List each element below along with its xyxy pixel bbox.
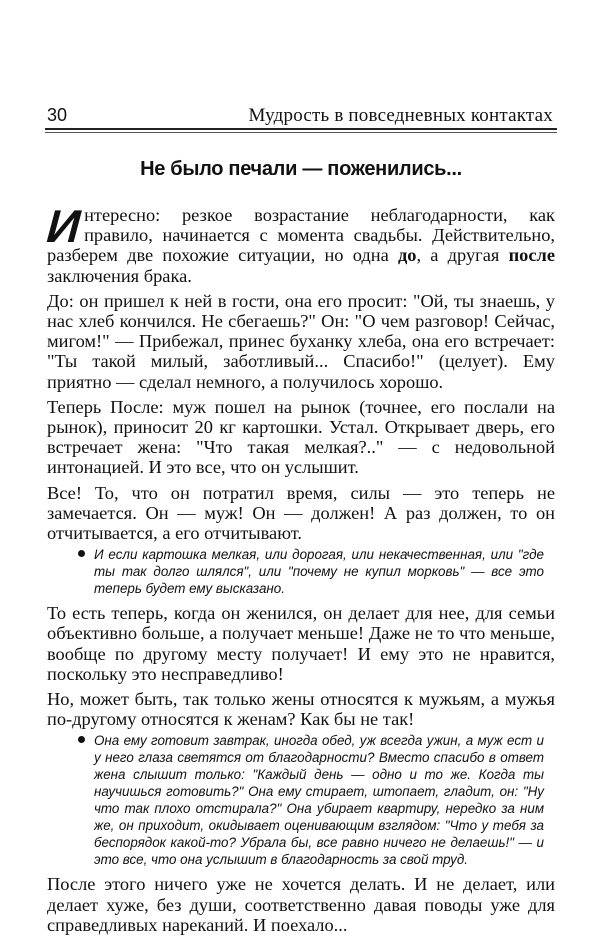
bullet-note-2 [94,732,544,868]
bullet-note-1 [94,546,544,597]
page-number: 30 [47,105,68,125]
paragraph-question: Но, может быть, так только жены относятся к мужьям, а мужья по-другому относятся к женам? Как бы не так! [47,689,555,730]
paragraph-text: нтересно: резкое возрастание неблагодарности, как правило, начинается с момента свадьбы. Действительно, разберем две похожие ситуации, но одна [47,205,555,266]
paragraph-conclusion: Все! То, что он потратил время, силы — это теперь не замечается. Он — муж! Он — должен! А раз должен, то он отчитывается, а его отчитывают. [47,482,555,544]
chapter-title: Не было печали — поженились... [140,158,462,180]
paragraph-text: заключения брака. [47,265,192,286]
body-text [45,200,555,940]
emphasis-before: до [397,245,417,266]
running-title: Мудрость в повседневных контактах [248,105,553,126]
paragraph-text: , а другая [416,245,509,266]
paragraph-after: Теперь После: муж пошел на рынок (точнее, его послали на рынок), приносит 20 кг картошки. Устал. Открывает дверь, его встречает жена: "Что такая мелкая?.." — с недовольной интонацией. И это все, что он услышит. [47,396,555,478]
header-rule [45,128,557,133]
emphasis-after: после [508,245,555,266]
paragraph-summary: То есть теперь, когда он женился, он делает для нее, для семьи объективно больше, а получает меньше! Даже не то что меньше, вообще по другому месту получает! И ему это не нравится, поскольку это несправедливо! [47,603,555,684]
drop-cap: И [45,200,82,252]
bullet-icon [78,736,85,743]
paragraph-before: До: он пришел к ней в гости, она его просит: "Ой, ты знаешь, у нас хлеб кончился. Не сбегаешь?" Он: "О чем разговор! Сейчас, мигом!" — Прибежал, принес буханку хлеба, она его встречает: "Ты такой милый, заботливый... Спасибо!" (целует). Ему приятно — сделал немного, а получилось хорошо. [47,290,555,392]
bullet-text: Она ему готовит завтрак, иногда обед, уж всегда ужин, а муж ест и у него глаза светятся от благодарности? Вместо спасибо в ответ жена слышит только: "Каждый день — одно и то же. Когда ты научишься готовить?" Она ему стирает, штопает, гладит, он: "Ну что так плохо отстирала?" Она убирает квартиру, нередко за ним же, он приходит, окидывает оценивающим взглядом: "Что у тебя за беспорядок какой-то? Убрала бы, все равно ничего не делаешь!" — и это все, что она услышит в благодарность за свой труд. [94,733,544,868]
bullet-icon [78,550,85,557]
paragraph-intro [45,200,555,286]
paragraph-final: После этого ничего уже не хочется делать. И не делает, или делает хуже, без души, соответственно давая поводы уже для справедливых нареканий. И поехало... [47,874,555,935]
bullet-text: И если картошка мелкая, или дорогая, или некачественная, или "где ты так долго шлялся", или "почему не купил морковь" — все это теперь будет ему высказано. [94,547,544,597]
page-header [47,105,555,127]
